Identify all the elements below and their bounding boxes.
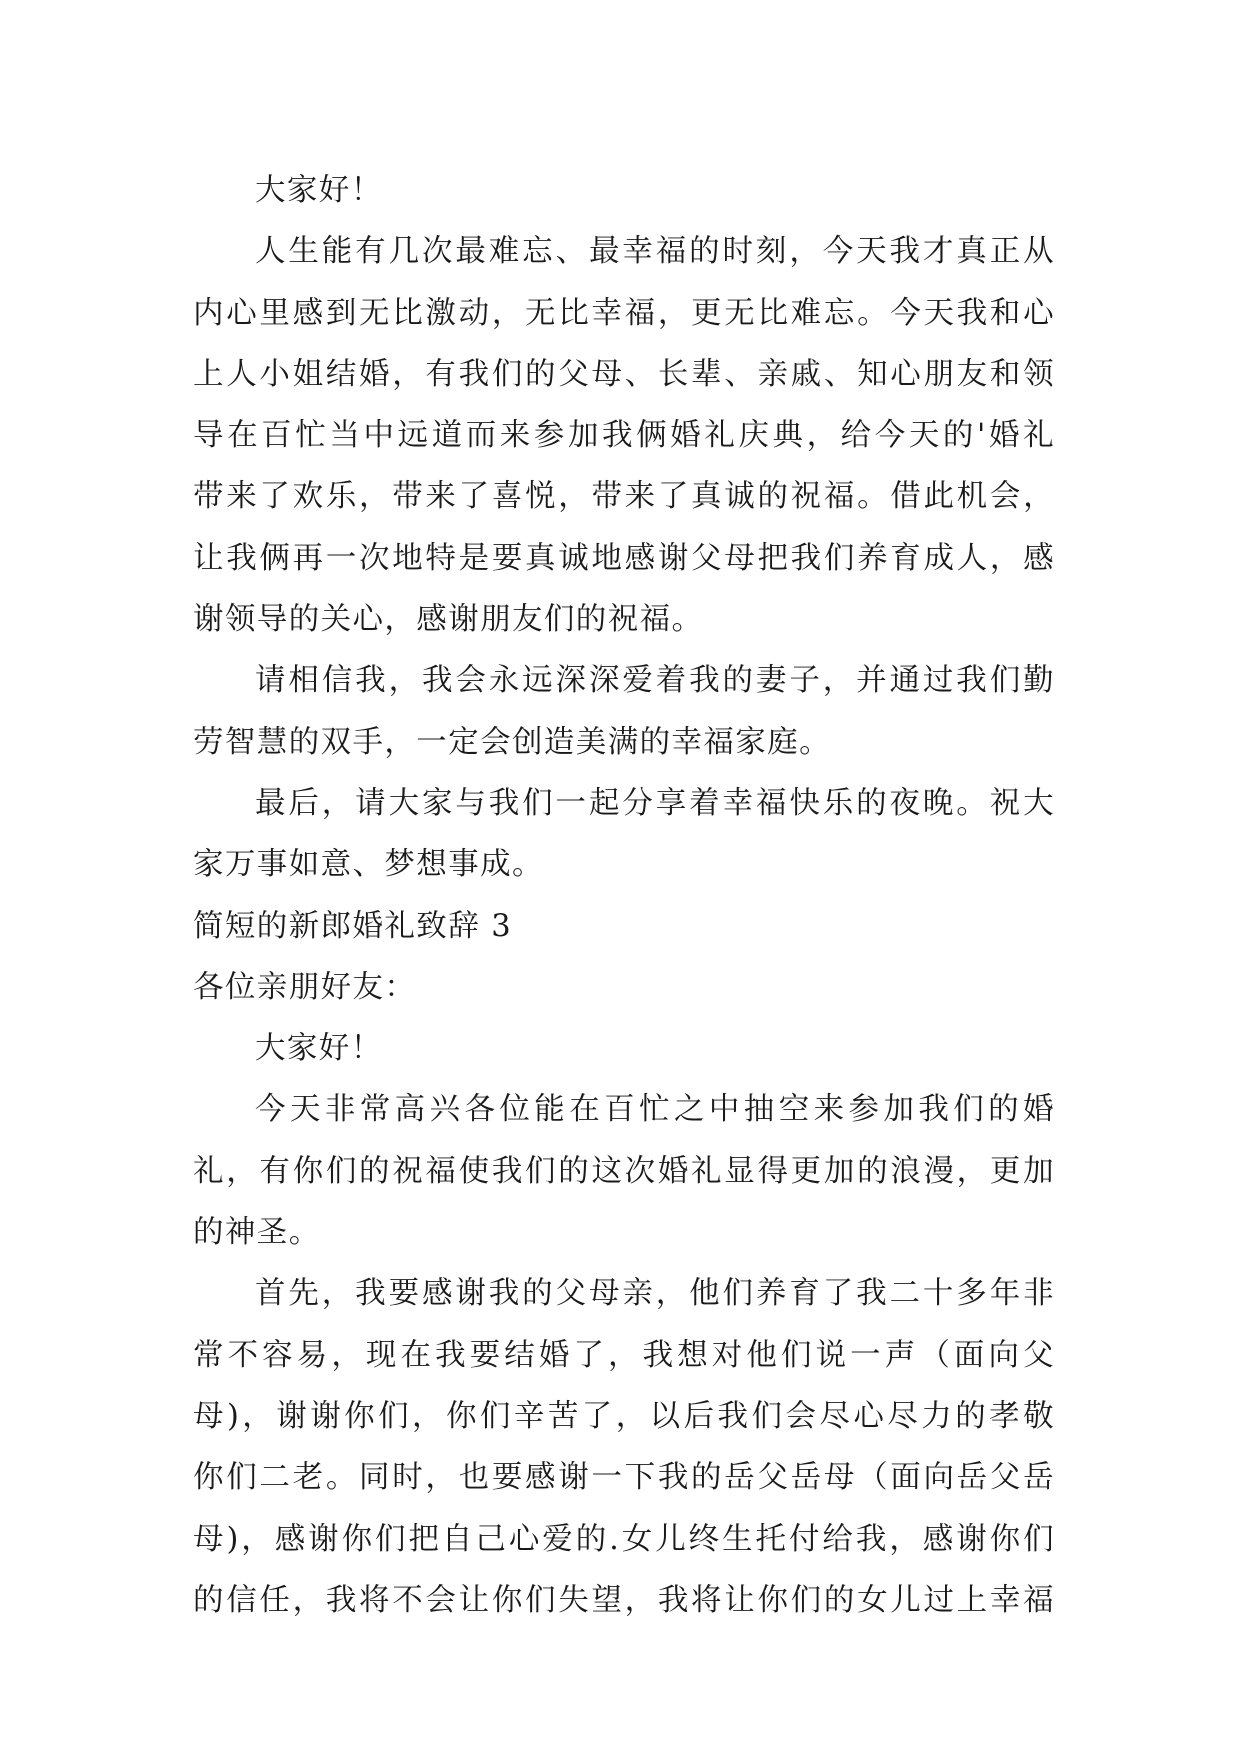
text-line: 今天非常高兴各位能在百忙之中抽空来参加我们的婚 — [255, 1092, 1055, 1128]
text-line: 导在百忙当中远道而来参加我俩婚礼庆典，给今天的'婚礼 — [193, 418, 1055, 454]
text-line: 礼，有你们的祝福使我们的这次婚礼显得更加的浪漫，更加 — [193, 1153, 1055, 1189]
text-line: 谢领导的关心，感谢朋友们的祝福。 — [193, 602, 704, 638]
text-line: 请相信我，我会永远深深爱着我的妻子，并通过我们勤 — [255, 663, 1055, 699]
text-line: 带来了欢乐，带来了喜悦，带来了真诚的祝福。借此机会， — [193, 479, 1055, 515]
text-line: 首先，我要感谢我的父母亲，他们养育了我二十多年非 — [255, 1276, 1055, 1312]
text-line: 最后，请大家与我们一起分享着幸福快乐的夜晚。祝大 — [255, 785, 1055, 821]
text-line: 上人小姐结婚，有我们的父母、长辈、亲戚、知心朋友和领 — [193, 356, 1055, 392]
text-line: 你们二老。同时，也要感谢一下我的岳父岳母（面向岳父岳 — [193, 1460, 1055, 1496]
text-line: 让我俩再一次地特是要真诚地感谢父母把我们养育成人，感 — [193, 540, 1055, 576]
text-line: 的信任，我将不会让你们失望，我将让你们的女儿过上幸福 — [193, 1582, 1055, 1618]
text-line: 母)，谢谢你们，你们辛苦了，以后我们会尽心尽力的孝敬 — [193, 1398, 1055, 1434]
text-line: 简短的新郎婚礼致辞 3 — [193, 908, 512, 944]
document-body — [193, 160, 1055, 1631]
text-line: 大家好！ — [255, 1031, 383, 1067]
text-line: 家万事如意、梦想事成。 — [193, 847, 544, 883]
text-line: 常不容易，现在我要结婚了，我想对他们说一声（面向父 — [193, 1337, 1055, 1373]
text-line: 各位亲朋好友： — [193, 969, 417, 1005]
text-line: 大家好！ — [255, 173, 383, 208]
text-line: 内心里感到无比激动，无比幸福，更无比难忘。今天我和心 — [193, 295, 1055, 331]
text-line: 人生能有几次最难忘、最幸福的时刻，今天我才真正从 — [255, 234, 1055, 270]
text-line: 母)，感谢你们把自己心爱的.女儿终生托付给我，感谢你们 — [193, 1521, 1055, 1557]
text-line: 的神圣。 — [193, 1215, 321, 1251]
text-line: 劳智慧的双手，一定会创造美满的幸福家庭。 — [193, 724, 831, 760]
